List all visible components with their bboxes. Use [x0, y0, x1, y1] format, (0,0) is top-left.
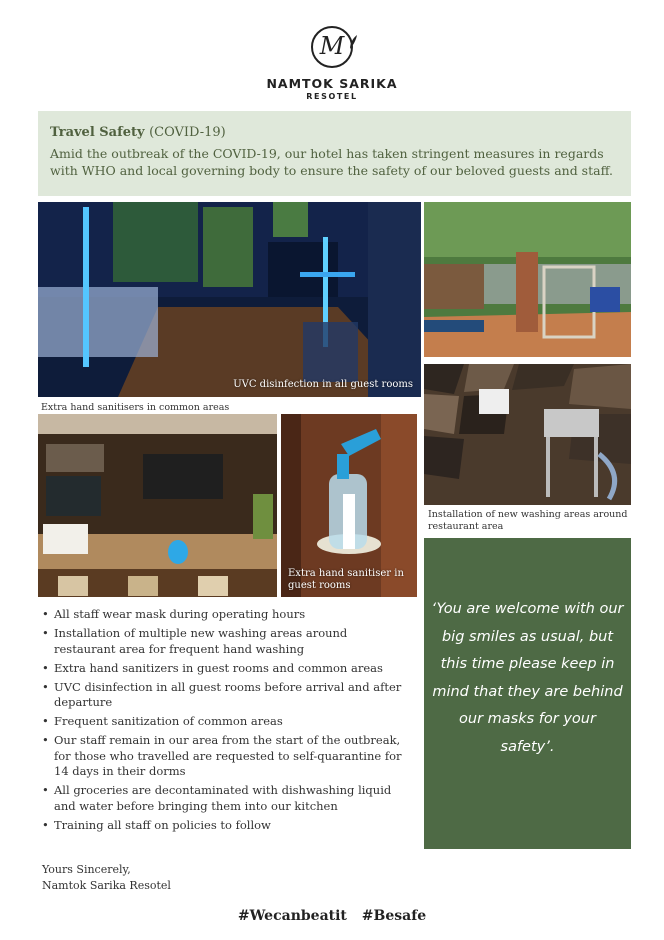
stone-wall-sink-photo — [424, 364, 631, 505]
terrace-washing-photo — [424, 202, 631, 357]
list-item: • All groceries are decontaminated with dishwashing liquid and water before bringing them into our kitchen — [40, 783, 412, 814]
list-item: • Extra hand sanitizers in guest rooms and common areas — [40, 661, 412, 677]
quote-text: ‘You are welcome with our big smiles as usual, but this time please keep in mind that they are behind our masks for your safety’. — [431, 601, 624, 755]
monogram-m-icon: M — [311, 26, 353, 68]
signoff-line1: Yours Sincerely, — [42, 863, 131, 876]
signoff — [42, 862, 171, 894]
extra-common-caption: Extra hand sanitisers in common areas — [41, 402, 230, 413]
measures-list — [40, 607, 412, 837]
quote-box — [424, 538, 631, 849]
uvc-caption: UVC disinfection in all guest rooms — [233, 379, 413, 390]
list-item: • UVC disinfection in all guest rooms before arrival and after departure — [40, 680, 412, 711]
list-item: • Installation of multiple new washing areas around restaurant area for frequent hand washing — [40, 626, 412, 657]
banner-title-main: Travel Safety — [50, 125, 145, 140]
hashtags — [0, 908, 664, 924]
banner-title-paren: (COVID-19) — [149, 125, 226, 140]
banner-title — [50, 125, 619, 141]
sanitiser-caption: Extra hand sanitiser in guest rooms — [288, 568, 404, 591]
list-item: • Training all staff on policies to follow — [40, 818, 412, 834]
washing-caption: Installation of new washing areas around restaurant area — [428, 509, 628, 532]
hashtag[interactable]: #Besafe — [361, 908, 427, 924]
brand-subtitle: RESOTEL — [306, 92, 358, 101]
list-item: • Frequent sanitization of common areas — [40, 714, 412, 730]
banner-text: Amid the outbreak of the COVID-19, our hotel has taken stringent measures in regards with WHO and local governing body to ensure the safety of our beloved guests and staff. — [50, 146, 613, 178]
uvc-room-photo — [38, 202, 421, 397]
list-item: • Our staff remain in our area from the start of the outbreak, for those who travelled are requested to self-quarantine for 14 days in their dorms — [40, 733, 412, 780]
brand-logo — [0, 26, 664, 101]
intro-banner — [38, 111, 631, 196]
hashtag[interactable]: #Wecanbeatit — [237, 908, 347, 924]
signoff-line2: Namtok Sarika Resotel — [42, 879, 171, 892]
cafe-counter-photo — [38, 414, 277, 597]
list-item: • All staff wear mask during operating hours — [40, 607, 412, 623]
sanitiser-bottle-photo — [281, 414, 417, 597]
brand-name: NAMTOK SARIKA — [266, 76, 398, 91]
